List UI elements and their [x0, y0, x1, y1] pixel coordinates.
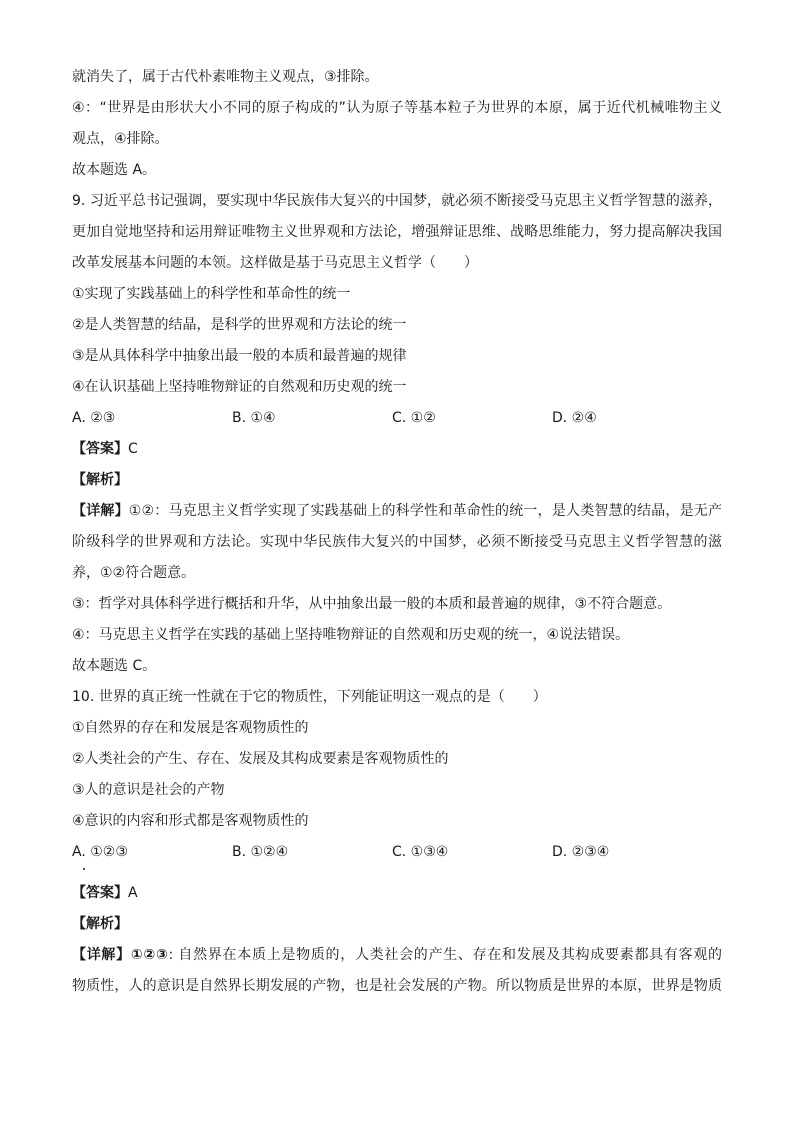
q10-options [72, 837, 722, 868]
q9-conclusion: 故本题选 C。 [72, 658, 157, 674]
intro-line-2: ④：“世界是由形状大小不同的原子构成的”认为原子等基本粒子为世界的本原，属于近代机械唯物主义 [72, 100, 722, 116]
q10-answer-tag: 【答案】 [72, 885, 128, 901]
q9-option-b: B. ①④ [232, 410, 276, 426]
intro-line-1: 就消失了，属于古代朴素唯物主义观点，③排除。 [72, 69, 379, 85]
q10-answer [72, 878, 722, 909]
q9-stem-line-3: 改革发展基本问题的本领。这样做是基于马克思主义哲学（ ） [72, 255, 478, 271]
q9-analysis-tag: 【解析】 [72, 472, 128, 488]
q9-option-c: C. ①② [392, 410, 436, 426]
q9-detail-line-2: 阶级科学的世界观和方法论。实现中华民族伟大复兴的中国梦，必须不断接受马克思主义哲学智慧的滋 [72, 534, 722, 550]
q9-option-a: A. ②③ [72, 410, 116, 426]
q10-analysis-tag: 【解析】 [72, 916, 128, 932]
q9-stem-line-1: 9. 习近平总书记强调，要实现中华民族伟大复兴的中国梦，就必须不断接受马克思主义哲学智慧的滋养， [72, 193, 722, 209]
q9-answer [72, 434, 722, 465]
q9-options [72, 403, 722, 434]
q10-detail-text-1: : 自然界在本质上是物质的，人类社会的产生、存在和发展及其构成要素都具有客观的 [168, 947, 722, 963]
q10-item-2: ②人类社会的产生、存在、发展及其构成要素是客观物质性的 [72, 751, 449, 767]
q10-item-1: ①自然界的存在和发展是客观物质性的 [72, 720, 309, 736]
q10-answer-value: A [128, 885, 138, 901]
q10-option-c: C. ①③④ [392, 844, 449, 860]
intro-line-3: 观点，④排除。 [72, 131, 169, 147]
q10-detail-line-2: 物质性，人的意识是自然界长期发展的产物，也是社会发展的产物。所以物质是世界的本原，世界是物质 [72, 978, 722, 994]
q9-answer-tag: 【答案】 [72, 441, 128, 457]
q9-answer-value: C [128, 441, 138, 457]
q9-detail-line-1 [72, 496, 722, 527]
q9-detail-line-4: ③：哲学对具体科学进行概括和升华，从中抽象出最一般的本质和最普遍的规律，③不符合题意。 [72, 596, 672, 612]
q10-option-a: A. ①②③ [72, 844, 128, 860]
q9-detail-line-3: 养，①②符合题意。 [72, 565, 196, 581]
intro-conclusion: 故本题选 A。 [72, 162, 157, 178]
q10-detail-line-1 [72, 940, 722, 971]
q9-stem-line-2: 更加自觉地坚持和运用辩证唯物主义世界观和方法论，增强辩证思维、战略思维能力，努力提高解决我国 [72, 224, 722, 240]
q9-item-1: ①实现了实践基础上的科学性和革命性的统一 [72, 286, 351, 302]
q9-detail-text-1: ①②：马克思主义哲学实现了实践基础上的科学性和革命性的统一，是人类智慧的结晶，是无产 [128, 503, 722, 519]
q10-analysis [72, 909, 722, 940]
q10-option-d: D. ②③④ [552, 844, 610, 860]
q9-item-2: ②是人类智慧的结晶，是科学的世界观和方法论的统一 [72, 317, 407, 333]
q9-option-d: D. ②④ [552, 410, 597, 426]
q10-detail-lead: ①②③ [130, 947, 169, 963]
q9-item-3: ③是从具体科学中抽象出最一般的本质和最普遍的规律 [72, 348, 407, 364]
q10-item-3: ③人的意识是社会的产物 [72, 782, 225, 798]
q9-analysis [72, 465, 722, 496]
q9-item-4: ④在认识基础上坚持唯物辩证的自然观和历史观的统一 [72, 379, 407, 395]
q10-detail-tag: 【详解】 [72, 947, 131, 963]
q10-option-b: B. ①②④ [232, 844, 289, 860]
stray-dot-mark [83, 868, 85, 870]
q10-item-4: ④意识的内容和形式都是客观物质性的 [72, 813, 309, 829]
q10-stem: 10. 世界的真正统一性就在于它的物质性，下列能证明这一观点的是（ ） [72, 689, 547, 705]
q9-detail-tag: 【详解】 [72, 503, 129, 519]
document-page [72, 62, 722, 1002]
q9-detail-line-5: ④：马克思主义哲学在实践的基础上坚持唯物辩证的自然观和历史观的统一，④说法错误。 [72, 627, 630, 643]
